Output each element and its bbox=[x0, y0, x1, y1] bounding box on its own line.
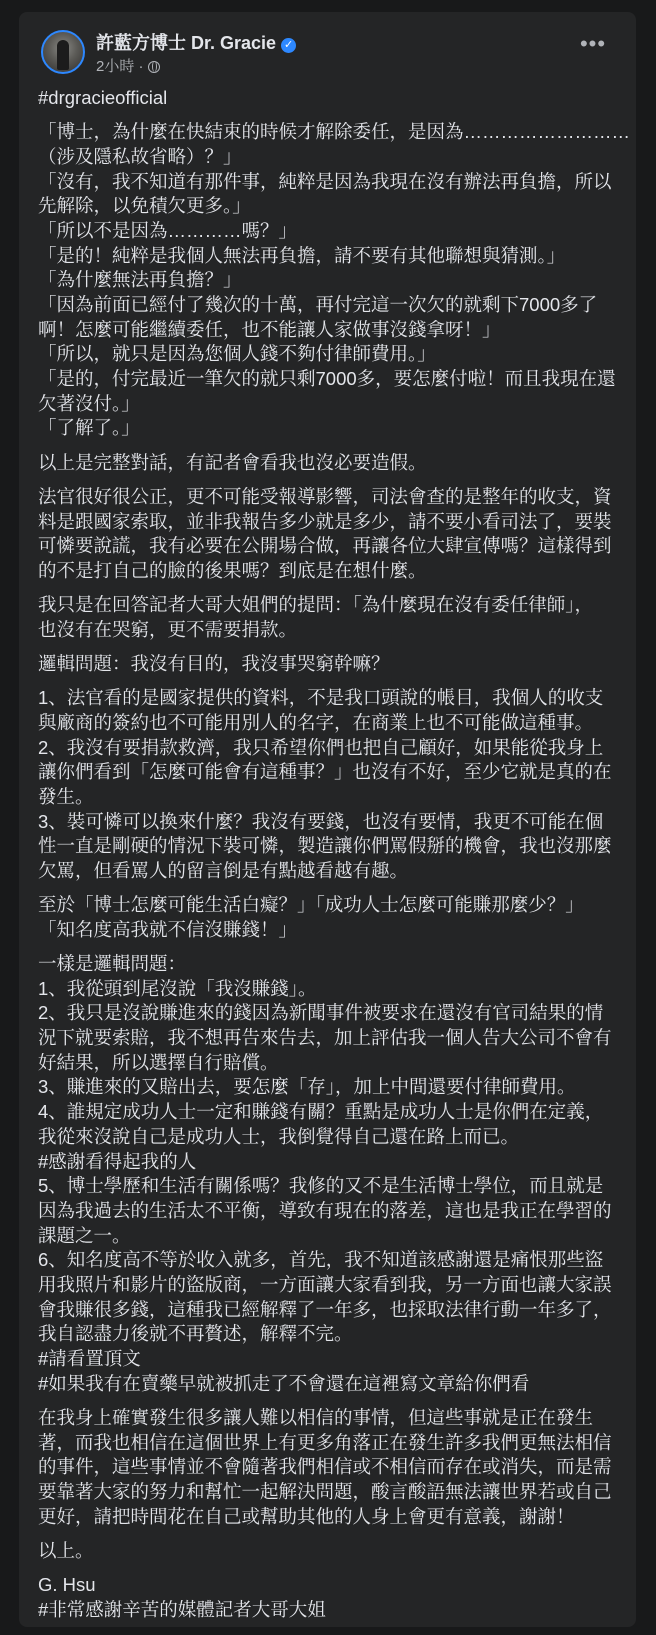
author-avatar[interactable] bbox=[41, 30, 85, 74]
post-text-line: 6、知名度高不等於收入就多，首先，我不知道該感謝還是痛恨那些盜 bbox=[38, 1249, 604, 1271]
post-paragraph bbox=[38, 593, 628, 642]
post-text-line: G. Hsu bbox=[38, 1574, 96, 1595]
post-body bbox=[38, 86, 631, 1632]
hashtag-link[interactable]: #非常感謝辛苦的媒體記者大哥大姐 bbox=[38, 1598, 326, 1620]
post-paragraph bbox=[38, 120, 631, 441]
post-text-line: 「博士，為什麼在快結束的時候才解除委任，是因為……………………… bbox=[38, 121, 631, 143]
post-text-line: 1、法官看的是國家提供的資料，不是我口頭說的帳目，我個人的收支 bbox=[38, 687, 604, 709]
post-text-line: 以上是完整對話，有記者會看我也沒必要造假。 bbox=[38, 451, 427, 473]
post-text-line: 料是跟國家索取，並非我報告多少就是多少，請不要小看司法了，要裝 bbox=[38, 510, 612, 532]
post-paragraph bbox=[38, 952, 628, 1396]
post-text-line: 會我賺很多錢，這種我已經解釋了一年多，也採取法律行動一年多了， bbox=[38, 1298, 612, 1320]
globe-icon bbox=[148, 61, 160, 73]
post-paragraph bbox=[38, 686, 628, 884]
post-paragraph bbox=[38, 1539, 628, 1564]
post-text-line: 要靠著大家的努力和幫忙一起解決問題，酸言酸語無法讓世界若或自己 bbox=[38, 1480, 612, 1502]
post-text-line: 邏輯問題：我沒有目的，我沒事哭窮幹嘛？ bbox=[38, 652, 390, 674]
post-text-line: 「所以，就只是因為您個人錢不夠付律師費用。」 bbox=[38, 343, 436, 365]
post-text-line: 也沒有在哭窮，更不需要捐款。 bbox=[38, 618, 298, 640]
post-paragraph bbox=[38, 86, 628, 111]
post-text-line: 5、博士學歷和生活有關係嗎？我修的又不是生活博士學位，而且就是 bbox=[38, 1175, 604, 1197]
verified-badge-icon: ✓ bbox=[281, 38, 296, 53]
post-text-line: 2、我只是沒說賺進來的錢因為新聞事件被要求在還沒有官司結果的情 bbox=[38, 1002, 604, 1024]
hashtag-link[interactable]: #感謝看得起我的人 bbox=[38, 1150, 197, 1172]
post-text-line: 「知名度高我就不信沒賺錢！」 bbox=[38, 918, 298, 940]
more-options-button[interactable]: ••• bbox=[579, 31, 607, 56]
post-text-line: 的不是打自己的臉的後果嗎？到底是在想什麼。 bbox=[38, 559, 427, 581]
post-text-line: 著，而我也相信在這個世界上有更多角落正在發生許多我們更無法相信 bbox=[38, 1431, 612, 1453]
hashtag-link[interactable]: #drgracieofficial bbox=[38, 87, 168, 108]
post-text-line: 用我照片和影片的盜版商，一方面讓大家看到我，另一方面也讓大家誤 bbox=[38, 1273, 612, 1295]
post-text-line: 1、我從頭到尾沒說「我沒賺錢」。 bbox=[38, 977, 317, 999]
hashtag-link[interactable]: #請看置頂文 bbox=[38, 1348, 141, 1369]
post-text-line: 可憐要說謊，我有必要在公開場合做，再讓各位大肆宣傳嗎？這樣得到 bbox=[38, 535, 612, 557]
post-text-line: 欠罵，但看罵人的留言倒是有點越看越有趣。 bbox=[38, 859, 409, 881]
post-paragraph bbox=[38, 1406, 628, 1529]
post-text-line: 3、裝可憐可以換來什麼？我沒有要錢，也沒有要情，我更不可能在個 bbox=[38, 810, 604, 832]
post-text-line: 2、我沒有要捐款救濟，我只希望你們也把自己顧好，如果能從我身上 bbox=[38, 736, 604, 758]
post-text-line: 「了解了。」 bbox=[38, 417, 140, 439]
post-text-line: 課題之一。 bbox=[38, 1224, 131, 1246]
post-paragraph bbox=[38, 485, 628, 584]
post-text-line: 法官很好很公正，更不可能受報導影響，司法會查的是整年的收支，資 bbox=[38, 485, 612, 507]
post-paragraph bbox=[38, 1573, 628, 1622]
post-meta bbox=[96, 55, 160, 76]
post-text-line: 發生。 bbox=[38, 785, 94, 807]
avatar-figure bbox=[57, 40, 69, 70]
post-text-line: 我從來沒說自己是成功人士，我倒覺得自己還在路上而已。 bbox=[38, 1125, 520, 1147]
post-text-line: 的事件，這些事情並不會隨著我們相信或不相信而存在或消失，而是需 bbox=[38, 1456, 612, 1478]
post-text-line: 與廠商的簽約也不可能用別人的名字，在商業上也不可能做這種事。 bbox=[38, 711, 594, 733]
post-paragraph bbox=[38, 451, 628, 476]
post-text-line: 4、誰規定成功人士一定和賺錢有關？重點是成功人士是你們在定義， bbox=[38, 1101, 604, 1123]
post-text-line: 先解除，以免積欠更多。」 bbox=[38, 195, 251, 217]
post-text-line: 我自認盡力後就不再贅述，解釋不完。 bbox=[38, 1323, 353, 1345]
author-name: 許藍方博士 Dr. Gracie bbox=[96, 33, 277, 53]
post-text-line: 3、賺進來的又賠出去，要怎麼「存」，加上中間還要付律師費用。 bbox=[38, 1076, 576, 1098]
post-text-line: 好結果，所以選擇自行賠償。 bbox=[38, 1051, 279, 1073]
post-paragraph bbox=[38, 652, 628, 677]
post-text-line: 性一直是剛硬的情況下裝可憐，製造讓你們罵假掰的機會，我也沒那麼 bbox=[38, 835, 612, 857]
hashtag-link[interactable]: #如果我有在賣藥早就被抓走了不會還在這裡寫文章給你們看 bbox=[38, 1372, 530, 1394]
meta-separator: · bbox=[138, 58, 144, 75]
post-text-line: 啊！怎麼可能繼續委任，也不能讓人家做事沒錢拿呀！」 bbox=[38, 318, 501, 340]
author-name-link[interactable] bbox=[96, 29, 296, 55]
post-text-line: 我只是在回答記者大哥大姐們的提問：「為什麼現在沒有委任律師」， bbox=[38, 594, 594, 616]
post-text-line: 「是的，付完最近一筆欠的就只剩7000多，要怎麼付啦！而且我現在還 bbox=[38, 368, 616, 390]
post-text-line: 「是的！純粹是我個人無法再負擔，請不要有其他聯想與猜測。」 bbox=[38, 244, 566, 266]
post-text-line: 在我身上確實發生很多讓人難以相信的事情，但這些事就是正在發生 bbox=[38, 1406, 594, 1428]
post-text-line: 讓你們看到「怎麼可能會有這種事？」也沒有不好，至少它就是真的在 bbox=[38, 761, 612, 783]
post-text-line: 以上。 bbox=[38, 1539, 94, 1561]
post-text-line: 更好，請把時間花在自己或幫助其他的人身上會更有意義，謝謝！ bbox=[38, 1505, 575, 1527]
post-card bbox=[19, 12, 636, 1627]
post-text-line: 「所以不是因為…………嗎？」 bbox=[38, 219, 298, 241]
post-text-line: 「沒有，我不知道有那件事，純粹是因為我現在沒有辦法再負擔，所以 bbox=[38, 170, 612, 192]
post-text-line: 欠著沒付。」 bbox=[38, 392, 140, 414]
post-text-line: 「為什麼無法再負擔？」 bbox=[38, 269, 242, 291]
post-text-line: 因為我過去的生活太不平衡，導致有現在的落差，這也是我正在學習的 bbox=[38, 1199, 612, 1221]
post-text-line: 一樣是邏輯問題： bbox=[38, 953, 187, 974]
post-text-line: 況下就要索賠，我不想再告來告去，加上評估我一個人告大公司不會有 bbox=[38, 1027, 612, 1049]
post-text-line: 「因為前面已經付了幾次的十萬，再付完這一次欠的就剩下7000多了 bbox=[38, 294, 598, 315]
post-timestamp[interactable]: 2小時 bbox=[96, 58, 135, 75]
post-text-line: 至於「博士怎麼可能生活白癡？」「成功人士怎麼可能賺那麼少？」 bbox=[38, 894, 584, 916]
post-paragraph bbox=[38, 893, 628, 942]
post-text-line: （涉及隱私故省略）？」 bbox=[38, 145, 242, 167]
